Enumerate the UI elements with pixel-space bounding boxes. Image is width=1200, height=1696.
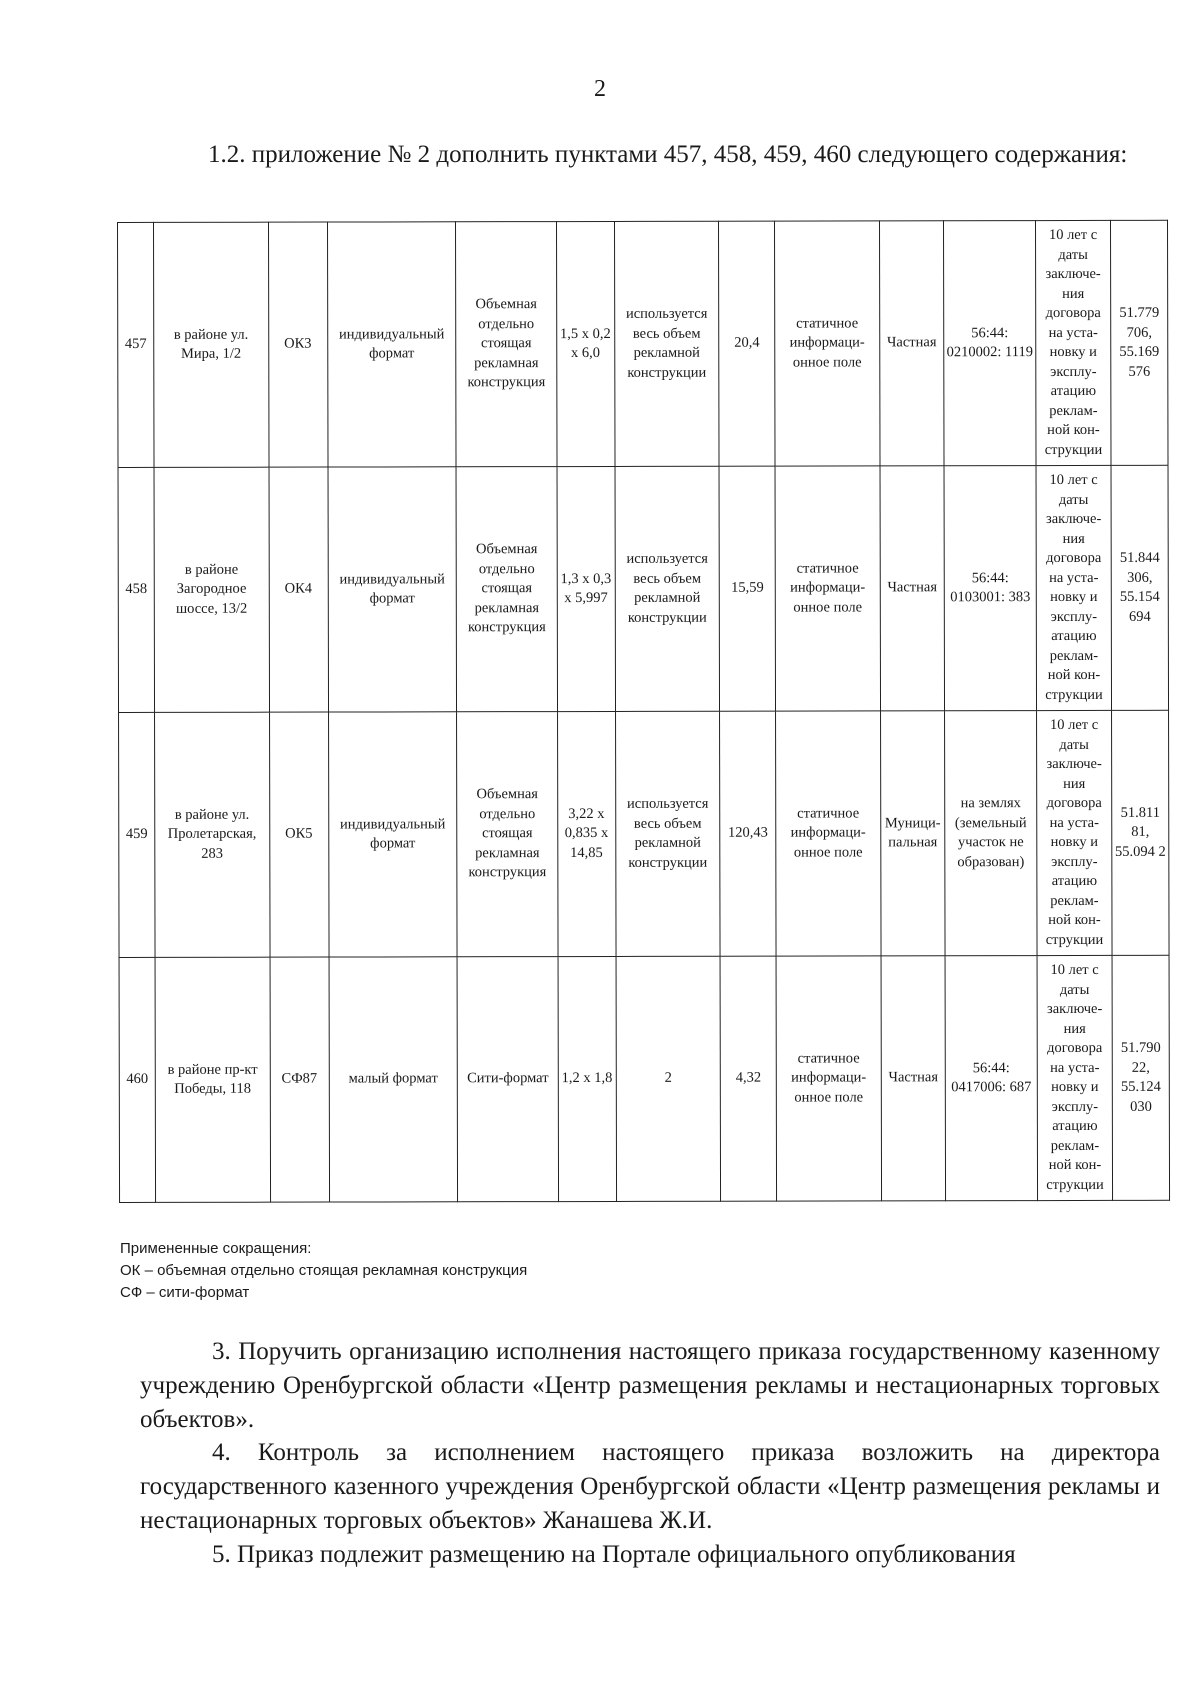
type-cell: Объемная отдельно стоящая рекламная конструкция	[456, 222, 557, 467]
location-cell: в районе ул. Пролетарская, 283	[155, 712, 270, 957]
ownership-cell: Частная	[880, 466, 945, 711]
table-row	[119, 955, 1170, 1202]
code-cell: ОК4	[269, 467, 328, 712]
type-cell: Объемная отдельно стоящая рекламная конструкция	[456, 467, 557, 712]
location-cell: в районе ул. Мира, 1/2	[154, 222, 269, 467]
term-cell: 10 лет с даты заключе-ния договора на уста-новку и эксплу-атацию реклам-ной кон-струкции	[1037, 955, 1113, 1200]
cadastral-cell: 56:44: 0210002: 1119	[944, 221, 1036, 466]
intro-paragraph: 1.2. приложение № 2 дополнить пунктами 457, 458, 459, 460 следующего содержания:	[208, 141, 1128, 168]
table-row	[118, 220, 1169, 467]
type-cell: Сити-формат	[457, 957, 558, 1202]
term-cell: 10 лет с даты заключе-ния договора на уста-новку и эксплу-атацию реклам-ной кон-струкции	[1036, 465, 1112, 710]
abbreviation-ok: ОК – объемная отдельно стоящая рекламная конструкция	[120, 1262, 528, 1279]
coords-cell: 51.779 706, 55.169 576	[1111, 220, 1168, 465]
term-cell: 10 лет с даты заключе-ния договора на уста-новку и эксплу-атацию реклам-ной кон-струкции	[1036, 710, 1112, 955]
area-cell: 120,43	[720, 711, 776, 956]
coords-cell: 51.790 22, 55.124 030	[1112, 955, 1169, 1200]
row-number: 459	[119, 712, 156, 957]
field-cell: статичное информаци-онное поле	[776, 711, 881, 956]
sides-cell: используется весь объем рекламной конструкции	[615, 711, 720, 956]
size-cell: 3,22 х 0,835 х 14,85	[557, 711, 615, 956]
coords-cell: 51.811 81, 55.094 2	[1112, 710, 1169, 955]
coords-cell: 51.844 306, 55.154 694	[1111, 465, 1168, 710]
field-cell: статичное информаци-онное поле	[775, 221, 880, 466]
sides-cell: используется весь объем рекламной конструкции	[614, 221, 719, 466]
cadastral-cell: 56:44: 0417006: 687	[945, 956, 1037, 1201]
ownership-cell: Частная	[881, 956, 946, 1201]
term-cell: 10 лет с даты заключе-ния договора на уста-новку и эксплу-атацию реклам-ной кон-струкции	[1035, 220, 1111, 465]
table-row	[118, 465, 1169, 712]
row-number: 457	[118, 222, 155, 467]
size-cell: 1,5 х 0,2 х 6,0	[556, 221, 614, 466]
type-cell: Объемная отдельно стоящая рекламная конструкция	[457, 712, 558, 957]
format-cell: малый формат	[329, 957, 458, 1202]
paragraph-3: 3. Поручить организацию исполнения настоящего приказа государственному казенному учреждению Оренбургской области «Центр размещения рекламы и нестационарных торговых объектов».	[140, 1338, 1160, 1433]
location-cell: в районе Загородное шоссе, 13/2	[154, 467, 269, 712]
code-cell: ОК3	[268, 222, 327, 467]
row-number: 460	[119, 957, 156, 1202]
area-cell: 15,59	[719, 466, 775, 711]
size-cell: 1,3 х 0,3 х 5,997	[557, 466, 615, 711]
ownership-cell: Муници-пальная	[880, 711, 945, 956]
abbreviations-title: Примененные сокращения:	[120, 1240, 312, 1257]
paragraph-5: 5. Приказ подлежит размещению на Портале официального опубликования	[212, 1541, 1016, 1568]
sides-cell: 2	[616, 956, 721, 1201]
size-cell: 1,2 х 1,8	[558, 956, 616, 1201]
cadastral-cell: 56:44: 0103001: 383	[944, 466, 1036, 711]
area-cell: 4,32	[720, 956, 776, 1201]
sides-cell: используется весь объем рекламной конструкции	[615, 466, 720, 711]
format-cell: индивидуальный формат	[328, 467, 457, 712]
code-cell: ОК5	[269, 712, 328, 957]
page-number: 2	[594, 76, 606, 102]
row-number: 458	[118, 467, 155, 712]
format-cell: индивидуальный формат	[328, 712, 457, 957]
paragraph-4: 4. Контроль за исполнением настоящего приказа возложить на директора государственного казенного учреждения Оренбургской области «Центр размещения рекламы и нестационарных торговых объектов» Жанашева Ж.И.	[140, 1439, 1160, 1534]
advertising-structures-table	[117, 220, 1170, 1203]
format-cell: индивидуальный формат	[327, 222, 456, 467]
ownership-cell: Частная	[879, 221, 944, 466]
location-cell: в районе пр-кт Победы, 118	[155, 957, 270, 1202]
abbreviations-note	[120, 1238, 527, 1304]
abbreviation-sf: СФ – сити-формат	[120, 1284, 250, 1301]
cadastral-cell: на землях (земельный участок не образован)	[945, 711, 1037, 956]
field-cell: статичное информаци-онное поле	[775, 466, 880, 711]
code-cell: СФ87	[270, 957, 329, 1202]
area-cell: 20,4	[719, 221, 775, 466]
field-cell: статичное информаци-онное поле	[776, 956, 881, 1201]
table-row	[119, 710, 1170, 957]
